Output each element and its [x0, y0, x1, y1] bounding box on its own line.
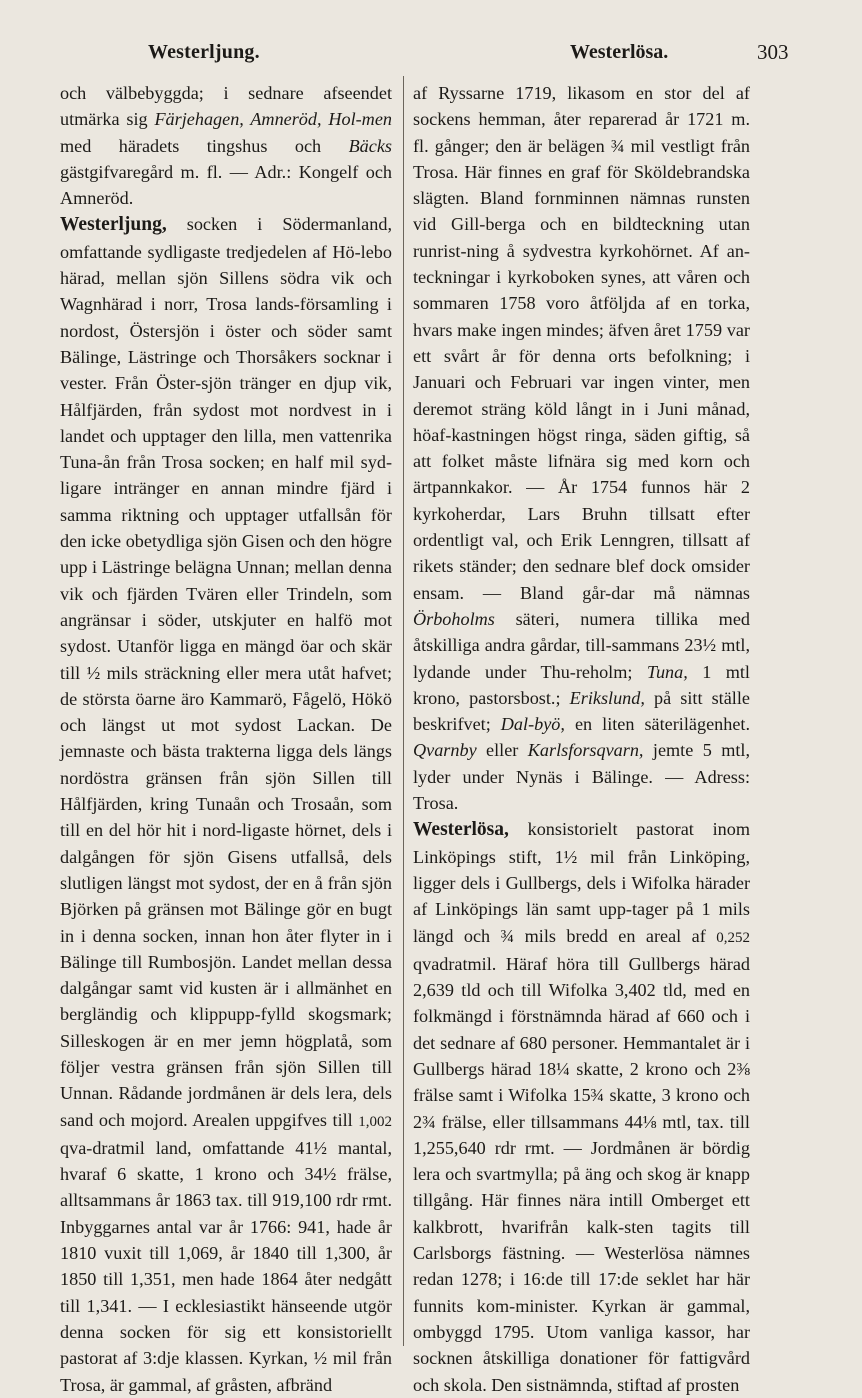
place-name: Tuna,: [646, 661, 688, 682]
text: af Ryssarne 1719, likasom en stor del af sockens hemman, åter reparerad år 1721 m. fl. gånger; den är belägen ¾ mil vestligt från Trosa. Här finnes en graf för Sköldebrandska slägten. Bland fornminnen nämnas runsten vid Gill-berga och en bildteckning utan runrist-ning å sydvestra kyrkohörnet. Af an-teckningar i kyrkoboken synes, att våren och sommaren 1758 voro åtföljda af en torka, hvars make ingen mindes; äfven året 1759 var ett svårt år för denna orts befolkning; i Januari och Februari var ingen vinter, men deremot sträng köld långt in i Juni månad, höaf-kastningen högst ringa, säden giftig, så att folket måste lifnära sig med korn och ärtpannkakor. — År 1754 funnos här 2 kyrkoherdar, Lars Bruhn tillsatt efter ordentligt val, och Erik Lenngren, tillsatt af rikets ständer; den sednare blef dock omsider ensam. — Bland går-dar må nämnas: [413, 83, 750, 603]
headword: Westerlösa,: [413, 819, 509, 841]
right-column: [413, 80, 750, 1398]
text: 1 mtl krono, pastorsbost.;: [413, 661, 750, 708]
place-name: Karlsforsqvarn,: [527, 740, 644, 761]
place-names: Färjehagen, Amneröd, Hol-men: [154, 109, 392, 130]
text: och välbebyggda; i sednare afseendet utmärka sig: [60, 83, 392, 130]
text: qva-dratmil land, omfattande 41½ mantal, hvaraf 6 skatte, 1 krono och 34½ frälse, alltsammans år 1863 tax. till 919,100 rdr rmt. Inbyggarnes antal var år 1766: 941, hade år 1810 vuxit till 1,069, år 1840 till 1,300, år 1850 till 1,351, men hade 1864 åter nedgått till 1,341. — I ecklesiastikt hänseende utgör denna socken för sig ett konsistoriellt pastorat af 3:dje klassen. Kyrkan, ½ mil från Trosa, är gammal, af gråsten, afbränd: [60, 1137, 392, 1395]
small-number: 1,002: [358, 1113, 392, 1130]
left-column: [60, 80, 392, 1398]
text: qvadratmil. Häraf höra till Gullbergs härad 2,639 tld och till Wifolka 3,402 tld, med en folkmängd i förstnämnda härad af 660 och i det sednare af 680 personer. Hemmantalet är i Gullbergs härad 18¼ skatte, 2 krono och 2⅜ frälse samt i Wifolka 15¾ skatte, 3 krono och 2¾ frälse, eller tillsammans 44⅛ mtl, tax. till 1,255,640 rdr rmt. — Jordmånen är bördig lera och svartmylla; på äng och skog är knapp tillgång. Här finnes nära intill Omberget ett kalkbrott, hvarifrån kalk-sten tagits till Carlsborgs fästning. — Westerlösa nämnes redan 1278; i 16:de till 17:de seklet har här funnits kom-minister. Kyrkan är gammal, ombyggd 1795. Utom vanliga kassor, har socknen åtskilliga donationer för fattigvård och skola. Den sistnämnda, stiftad af prosten: [413, 953, 750, 1395]
place-name: Örboholms: [413, 608, 495, 629]
place-name: Dal-byö,: [500, 714, 565, 735]
text: konsistorielt pastorat inom Linköpings stift, 1½ mil från Linköping, ligger dels i Gullbergs, dels i Wifolka härader af Linköpings län samt upp-tager på 1 mils längd och ¾ mils bredd en areal af: [413, 819, 750, 946]
text: med häradets tingshus och: [60, 135, 349, 156]
text: på sitt ställe beskrifvet;: [413, 687, 750, 735]
text: en liten säterilägenhet.: [564, 714, 751, 735]
entry-westerljung: [60, 211, 392, 1397]
text: socken i Södermanland, omfattande sydligaste tredjedelen af Hö-lebo härad, mellan sjön Sillens södra vik och Wagnhärad i norr, Trosa lands-församling i nordost, Östersjön i öster och söder samt Bälinge, Lästringe och Thorsåkers socknar i vester. Från Öster-sjön tränger en djup vik, Hålfjärden, från sydost mot nordvest in i landet och upptager den lilla, men vattenrika Tuna-ån från Trosa socken; en half mil syd-ligare intränger en annan mindre fjärd i samma riktning och upptager utfallsån för den icke obetydliga sjön Gisen och den högre upp i Lästringe belägna Unnan; mellan denna vik och fjärden Tvären eller Trindeln, som angränsar i söder, utskjuter en halfö mot sydost. Utanför ligga en mängd öar och skär till ½ mils sträckning eller mera utåt hafvet; de största öarne äro Kammarö, Fågelö, Hökö och längst ut mot sydost Lackan. De jemnaste och bästa trakterna ligga dels längs nordöstra gränsen från sjön Sillen till Hålfjärden, kring Tunaån och Trosaån, som till en del hör hit i nord-ligaste hörnet, dels i dalgången för sjön Gisens utfallså, dels slutligen längst mot sydost, der en å från sjön Björken på gränsen mot Bälinge gör en bugt in i denna socken, innan hon åter flyter in i Bälinge till Rumbosjön. Landet mellan dessa dalgångar samt vid kusten är i allmänhet en bergländig och klippupp-fylld skogsmark; Silleskogen är en mer jemn högplatå, som följer vestra gränsen från sjön Sillen till Unnan. Rådande jordmånen är dels lera, dels sand och mojord. Arealen uppgifves till: [60, 214, 392, 1130]
place-name: Bäcks: [348, 135, 392, 156]
text: gästgifvaregård m. fl. — Adr.: Kongelf och Amneröd.: [60, 161, 392, 209]
page-number: 303: [757, 40, 789, 64]
entry-westerlosa: [413, 816, 750, 1398]
place-name: Erikslund,: [569, 687, 645, 708]
running-head-right: Westerlösa.: [570, 41, 669, 63]
entry-continuation: [413, 80, 750, 816]
text: eller: [476, 740, 528, 761]
running-head-left: Westerljung.: [148, 41, 260, 63]
small-number: 0,252: [716, 929, 750, 946]
text: säteri, numera tillika med åtskilliga andra gårdar, till-sammans 23½ mtl, lydande under Thu-reholm;: [413, 608, 750, 682]
text: jemte 5 mtl, lyder under Nynäs i Bälinge. — Adress: Trosa.: [413, 740, 750, 814]
entry-continuation: [60, 80, 392, 211]
headword: Westerljung,: [60, 214, 167, 236]
place-name: Qvarnby: [413, 740, 477, 761]
column-divider: [403, 76, 404, 1346]
